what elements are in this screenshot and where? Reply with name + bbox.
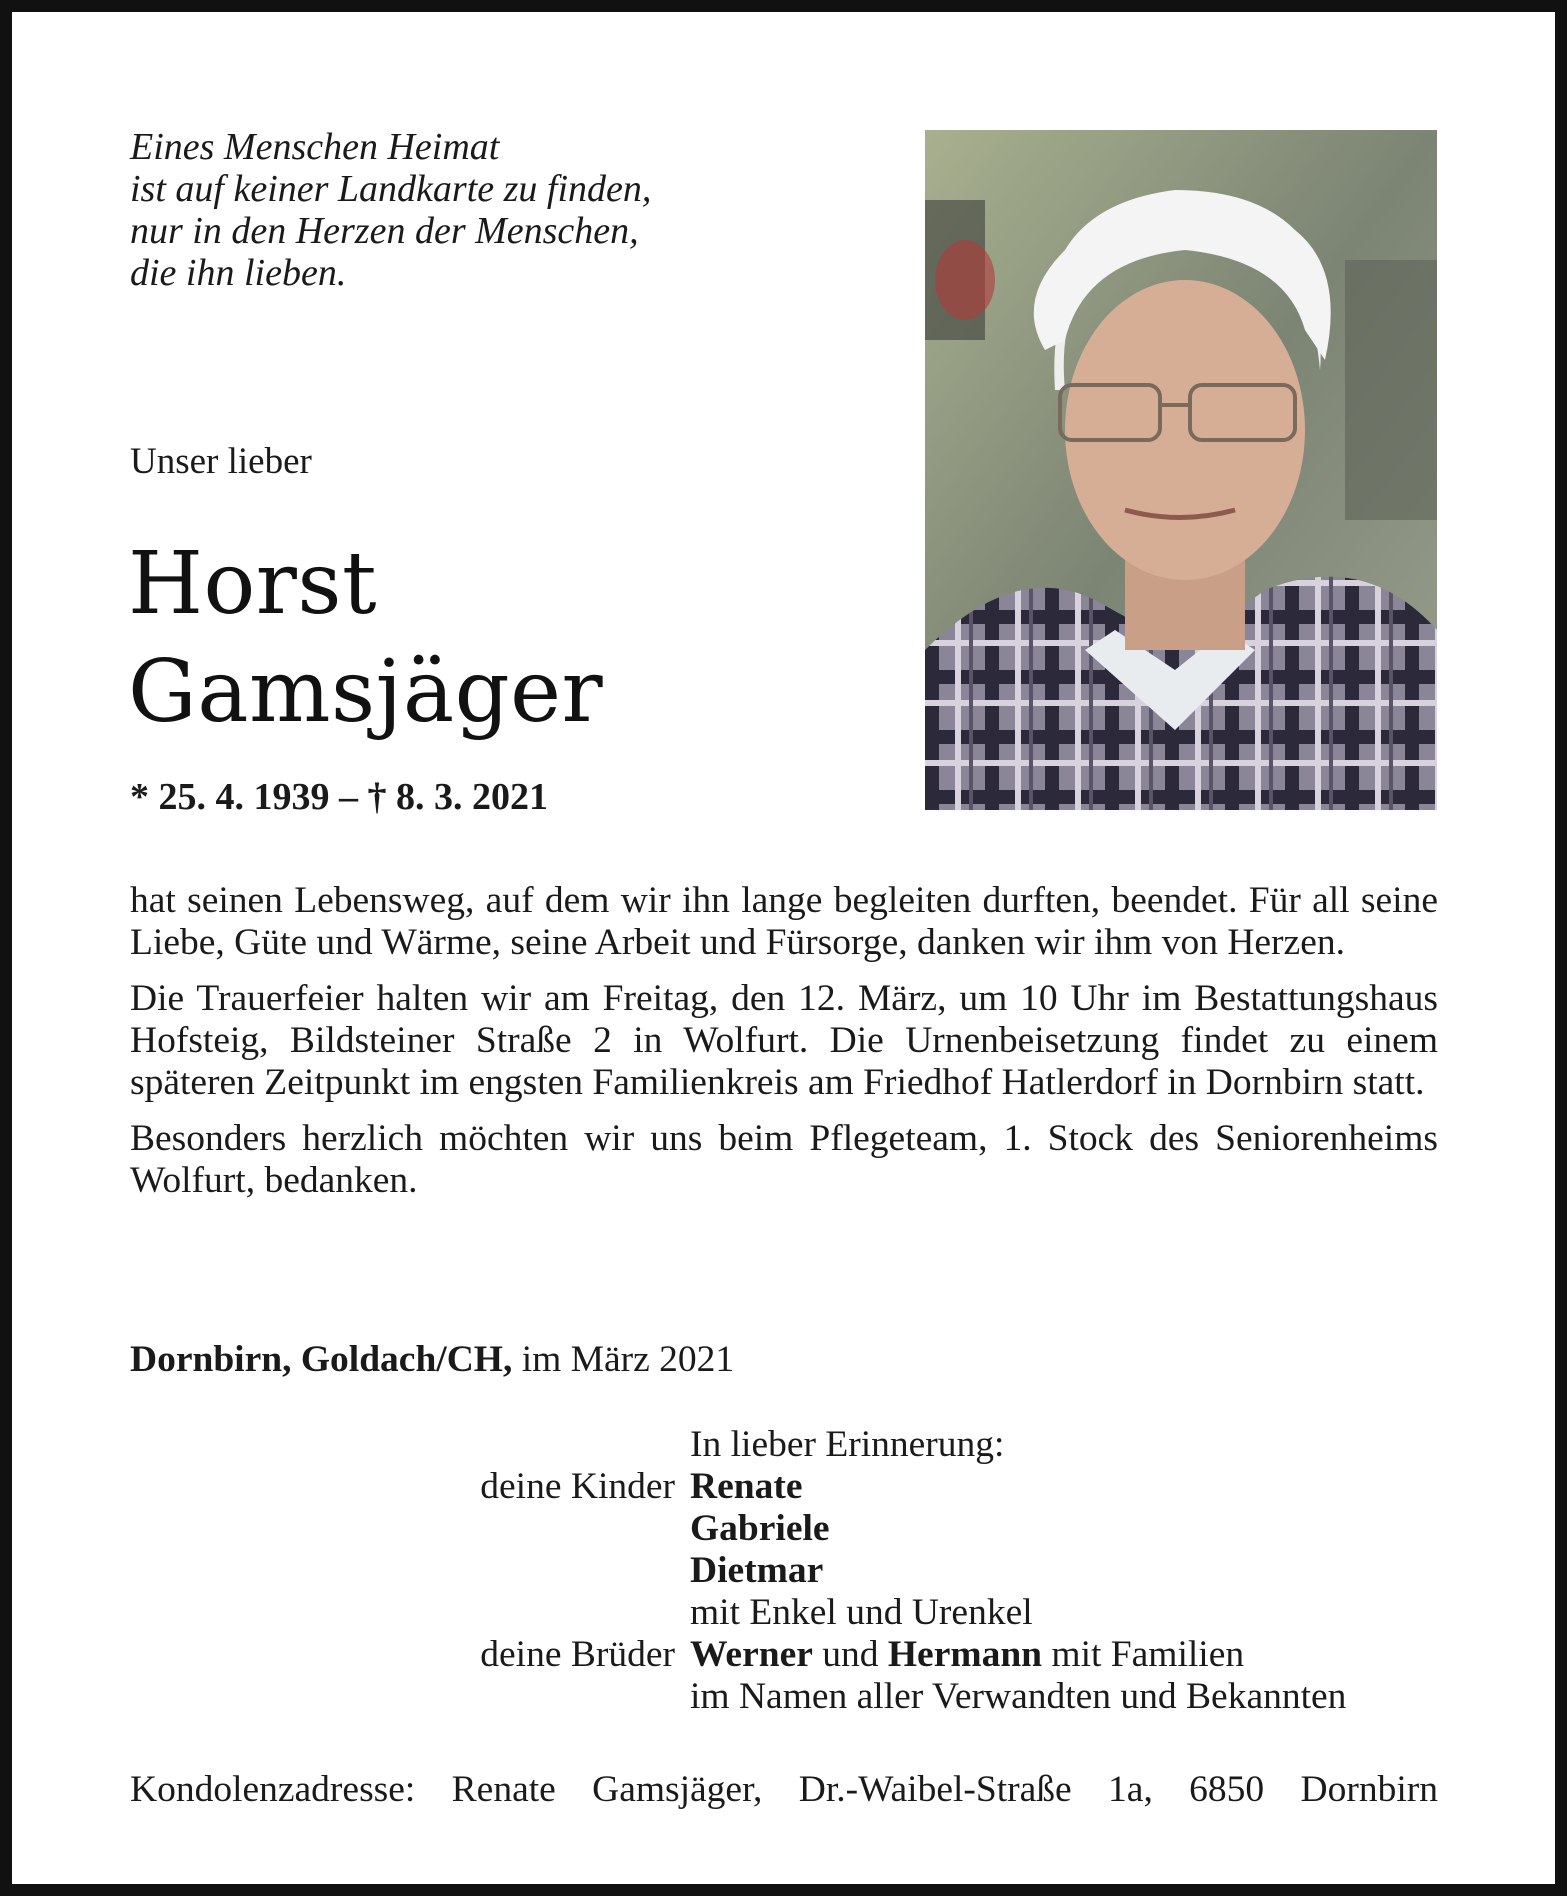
mourners-heading-row (130, 1424, 1438, 1466)
relatives-row (130, 1676, 1438, 1718)
place-date: im März 2021 (521, 1339, 735, 1380)
brother-name: Hermann (887, 1634, 1043, 1675)
body-paragraph: hat seinen Lebensweg, auf dem wir ihn lange begleiten durften, beendet. Für all seine Liebe, Güte und Wärme, seine Arbeit und Fürsorge, danken wir ihm von Herzen. (130, 880, 1438, 963)
condolence-address: Kondolenzadresse: Renate Gamsjäger, Dr.-Waibel-Straße 1a, 6850 Dornbirn (130, 1769, 1438, 1810)
body-paragraph: Die Trauerfeier halten wir am Freitag, den 12. März, um 10 Uhr im Bestattungshaus Hofsteig, Bildsteiner Straße 2 in Wolfurt. Die Urnenbeisetzung findet zu einem späteren Zeitpunkt im engsten Familienkreis am Friedhof Hatlerdorf in Dornbirn statt. (130, 978, 1438, 1103)
children-row (130, 1550, 1438, 1592)
motto-line: die ihn lieben. (130, 252, 347, 294)
intro-text: Unser lieber (130, 441, 312, 482)
obituary-body (130, 880, 1438, 1216)
children-row (130, 1466, 1438, 1508)
brothers-label: deine Brüder (480, 1634, 675, 1675)
brothers-row (130, 1634, 1438, 1676)
brother-name: Werner (690, 1634, 813, 1675)
motto-line: Eines Menschen Heimat (130, 126, 500, 168)
life-dates: * 25. 4. 1939 – † 8. 3. 2021 (130, 776, 548, 818)
children-row (130, 1508, 1438, 1550)
motto-quote (130, 126, 830, 294)
child-name: Gabriele (690, 1508, 830, 1549)
mourners-list (130, 1424, 1438, 1718)
first-name: Horst (128, 534, 378, 634)
motto-line: ist auf keiner Landkarte zu finden, (130, 168, 652, 210)
deceased-name (128, 530, 603, 746)
child-name: Dietmar (690, 1550, 824, 1591)
last-name: Gamsjäger (128, 642, 604, 742)
portrait-illustration (925, 130, 1437, 810)
with-families: mit Familien (1051, 1634, 1245, 1675)
portrait-photo (925, 130, 1437, 810)
relatives-text: im Namen aller Verwandten und Bekannten (690, 1676, 1347, 1717)
children-label: deine Kinder (480, 1466, 675, 1507)
grandchildren-text: mit Enkel und Urenkel (690, 1592, 1033, 1633)
child-name: Renate (690, 1466, 803, 1507)
grandchildren-row (130, 1592, 1438, 1634)
conjunction: und (822, 1634, 879, 1675)
mourners-heading: In lieber Erinnerung: (690, 1424, 1005, 1465)
place-date-line (130, 1338, 734, 1381)
place-locations: Dornbirn, Goldach/CH, (130, 1339, 513, 1380)
body-paragraph: Besonders herzlich möchten wir uns beim Pflegeteam, 1. Stock des Seniorenheims Wolfurt, bedanken. (130, 1118, 1438, 1201)
motto-line: nur in den Herzen der Menschen, (130, 210, 639, 252)
